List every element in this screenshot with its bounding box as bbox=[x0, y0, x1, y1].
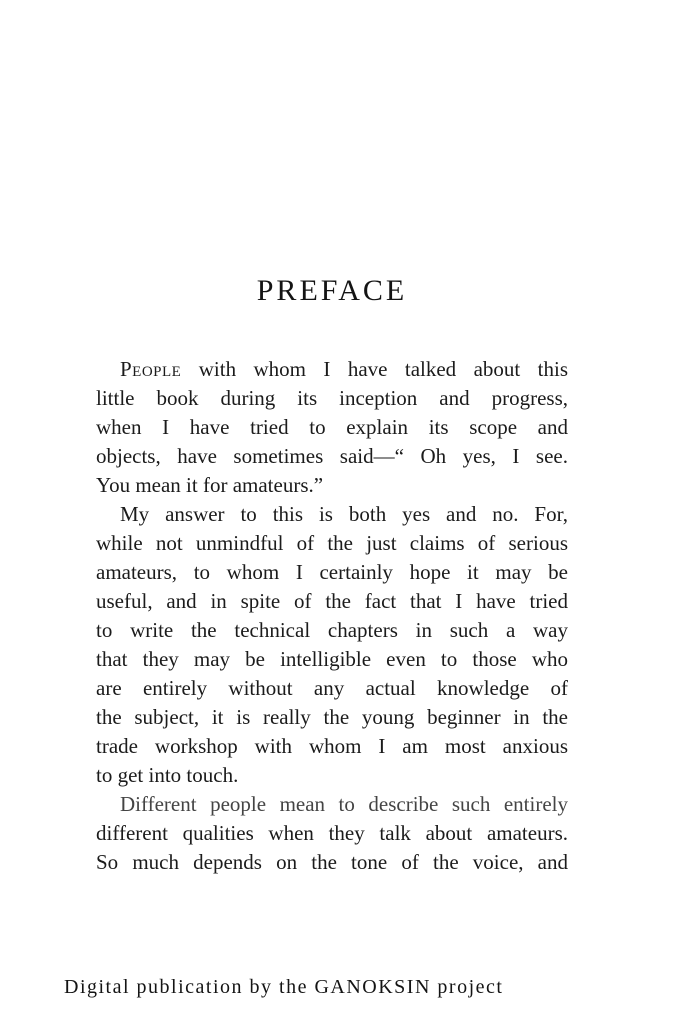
text-line-rest: with whom I have talked about this bbox=[181, 357, 568, 381]
text-line: trade workshop with whom I am most anxious bbox=[96, 734, 568, 758]
text-line: Different people mean to describe such entirely bbox=[120, 792, 568, 816]
text-line: different qualities when they talk about amateurs. bbox=[96, 821, 568, 845]
text-line: amateurs, to whom I certainly hope it may be bbox=[96, 560, 568, 584]
text-line: that they may be intelligible even to those who bbox=[96, 647, 568, 671]
text-line: to write the technical chapters in such a way bbox=[96, 618, 568, 642]
paragraph-1 bbox=[96, 355, 568, 500]
text-line: while not unmindful of the just claims of serious bbox=[96, 531, 568, 555]
paragraph-2 bbox=[96, 500, 568, 790]
text-line: little book during its inception and progress, bbox=[96, 386, 568, 410]
small-caps-lead-word: People bbox=[120, 357, 182, 381]
text-line: You mean it for amateurs.” bbox=[96, 473, 324, 497]
text-line: My answer to this is both yes and no. For, bbox=[120, 502, 568, 526]
text-line: useful, and in spite of the fact that I have tried bbox=[96, 589, 568, 613]
text-line: So much depends on the tone of the voice, and bbox=[96, 850, 568, 874]
text-line: are entirely without any actual knowledge of bbox=[96, 676, 568, 700]
publication-footer: Digital publication by the GANOKSIN project bbox=[64, 976, 504, 998]
text-line: when I have tried to explain its scope and bbox=[96, 415, 568, 439]
text-line: the subject, it is really the young beginner in the bbox=[96, 705, 568, 729]
page-title: PREFACE bbox=[256, 274, 408, 307]
text-line: to get into touch. bbox=[96, 763, 239, 787]
text-line bbox=[96, 355, 568, 384]
text-line: objects, have sometimes said—“ Oh yes, I see. bbox=[96, 444, 568, 468]
body-text bbox=[96, 355, 568, 877]
paragraph-3 bbox=[96, 790, 568, 877]
